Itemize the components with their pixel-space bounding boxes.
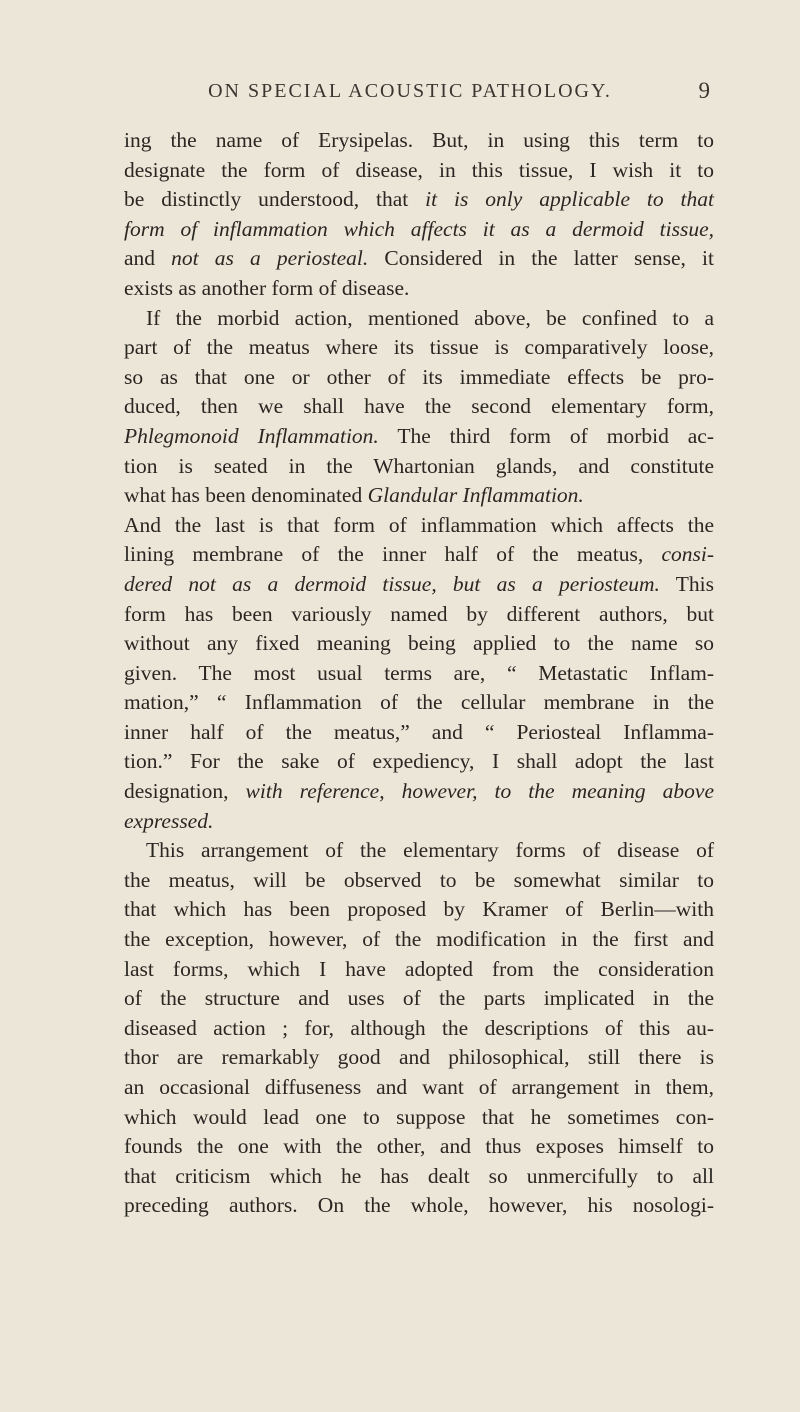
text-line: an occasional diffuseness and want of arrangement in them, <box>124 1075 714 1099</box>
running-header <box>110 70 710 110</box>
text-line: dered not as a dermoid tissue, but as a periosteum. This <box>124 571 714 596</box>
text-line: inner half of the meatus,” and “ Periosteal Inflamma- <box>124 719 714 744</box>
text-line: designation, with reference, however, to the meaning above <box>124 779 714 804</box>
text-line: tion is seated in the Whartonian glands, and constitute <box>124 453 714 478</box>
text-line: tion.” For the sake of expediency, I shall adopt the last <box>124 749 714 774</box>
text-line: the meatus, will be observed to be somewhat similar to <box>124 867 714 892</box>
text-line: ing the name of Erysipelas. But, in using this term to <box>124 128 714 152</box>
text-line: last forms, which I have adopted from the consideration <box>124 956 714 981</box>
text-line: And the last is that form of inflammation which affects the <box>124 512 714 537</box>
text-line: be distinctly understood, that it is only applicable to that <box>124 187 715 212</box>
text-line: thor are remarkably good and philosophical, still there is <box>124 1045 714 1070</box>
text-line: form of inflammation which affects it as a dermoid tissue, <box>124 216 714 241</box>
text-line: so as that one or other of its immediate effects be pro- <box>124 364 714 389</box>
running-title: ON SPECIAL ACOUSTIC PATHOLOGY. <box>208 80 612 102</box>
text-line: that which has been proposed by Kramer of Berlin—with <box>124 897 714 922</box>
text-line: without any fixed meaning being applied to the name so <box>124 631 714 656</box>
text-line: what has been denominated Glandular Inflammation. <box>124 483 584 508</box>
text-line: expressed. <box>124 808 214 833</box>
text-line: Phlegmonoid Inflammation. The third form of morbid ac- <box>124 423 714 448</box>
text-line: that criticism which he has dealt so unmercifully to all <box>124 1163 714 1188</box>
text-line: diseased action ; for, although the descriptions of this au- <box>124 1015 714 1040</box>
text-line: duced, then we shall have the second elementary form, <box>124 394 714 419</box>
text-line: designate the form of disease, in this tissue, I wish it to <box>124 157 714 182</box>
text-line: mation,” “ Inflammation of the cellular membrane in the <box>124 690 714 715</box>
text-line: lining membrane of the inner half of the meatus, consi- <box>124 542 714 567</box>
text-line: and not as a periosteal. Considered in the latter sense, it <box>124 246 714 271</box>
body-text <box>124 126 714 1221</box>
text-line: part of the meatus where its tissue is comparatively loose, <box>124 335 714 360</box>
text-line: form has been variously named by different authors, but <box>124 601 714 626</box>
text-line: founds the one with the other, and thus exposes himself to <box>124 1134 714 1159</box>
text-line: the exception, however, of the modification in the first and <box>124 927 714 952</box>
text-line: This arrangement of the elementary forms of disease of <box>146 838 714 863</box>
text-line: given. The most usual terms are, “ Metastatic Inflam- <box>124 660 714 685</box>
text-line: preceding authors. On the whole, however, his nosologi- <box>124 1193 714 1218</box>
page-number: 9 <box>698 78 710 103</box>
text-line: If the morbid action, mentioned above, be confined to a <box>146 305 714 330</box>
text-line: which would lead one to suppose that he sometimes con- <box>124 1104 714 1129</box>
text-line: of the structure and uses of the parts implicated in the <box>124 986 714 1011</box>
text-line: exists as another form of disease. <box>124 275 410 300</box>
